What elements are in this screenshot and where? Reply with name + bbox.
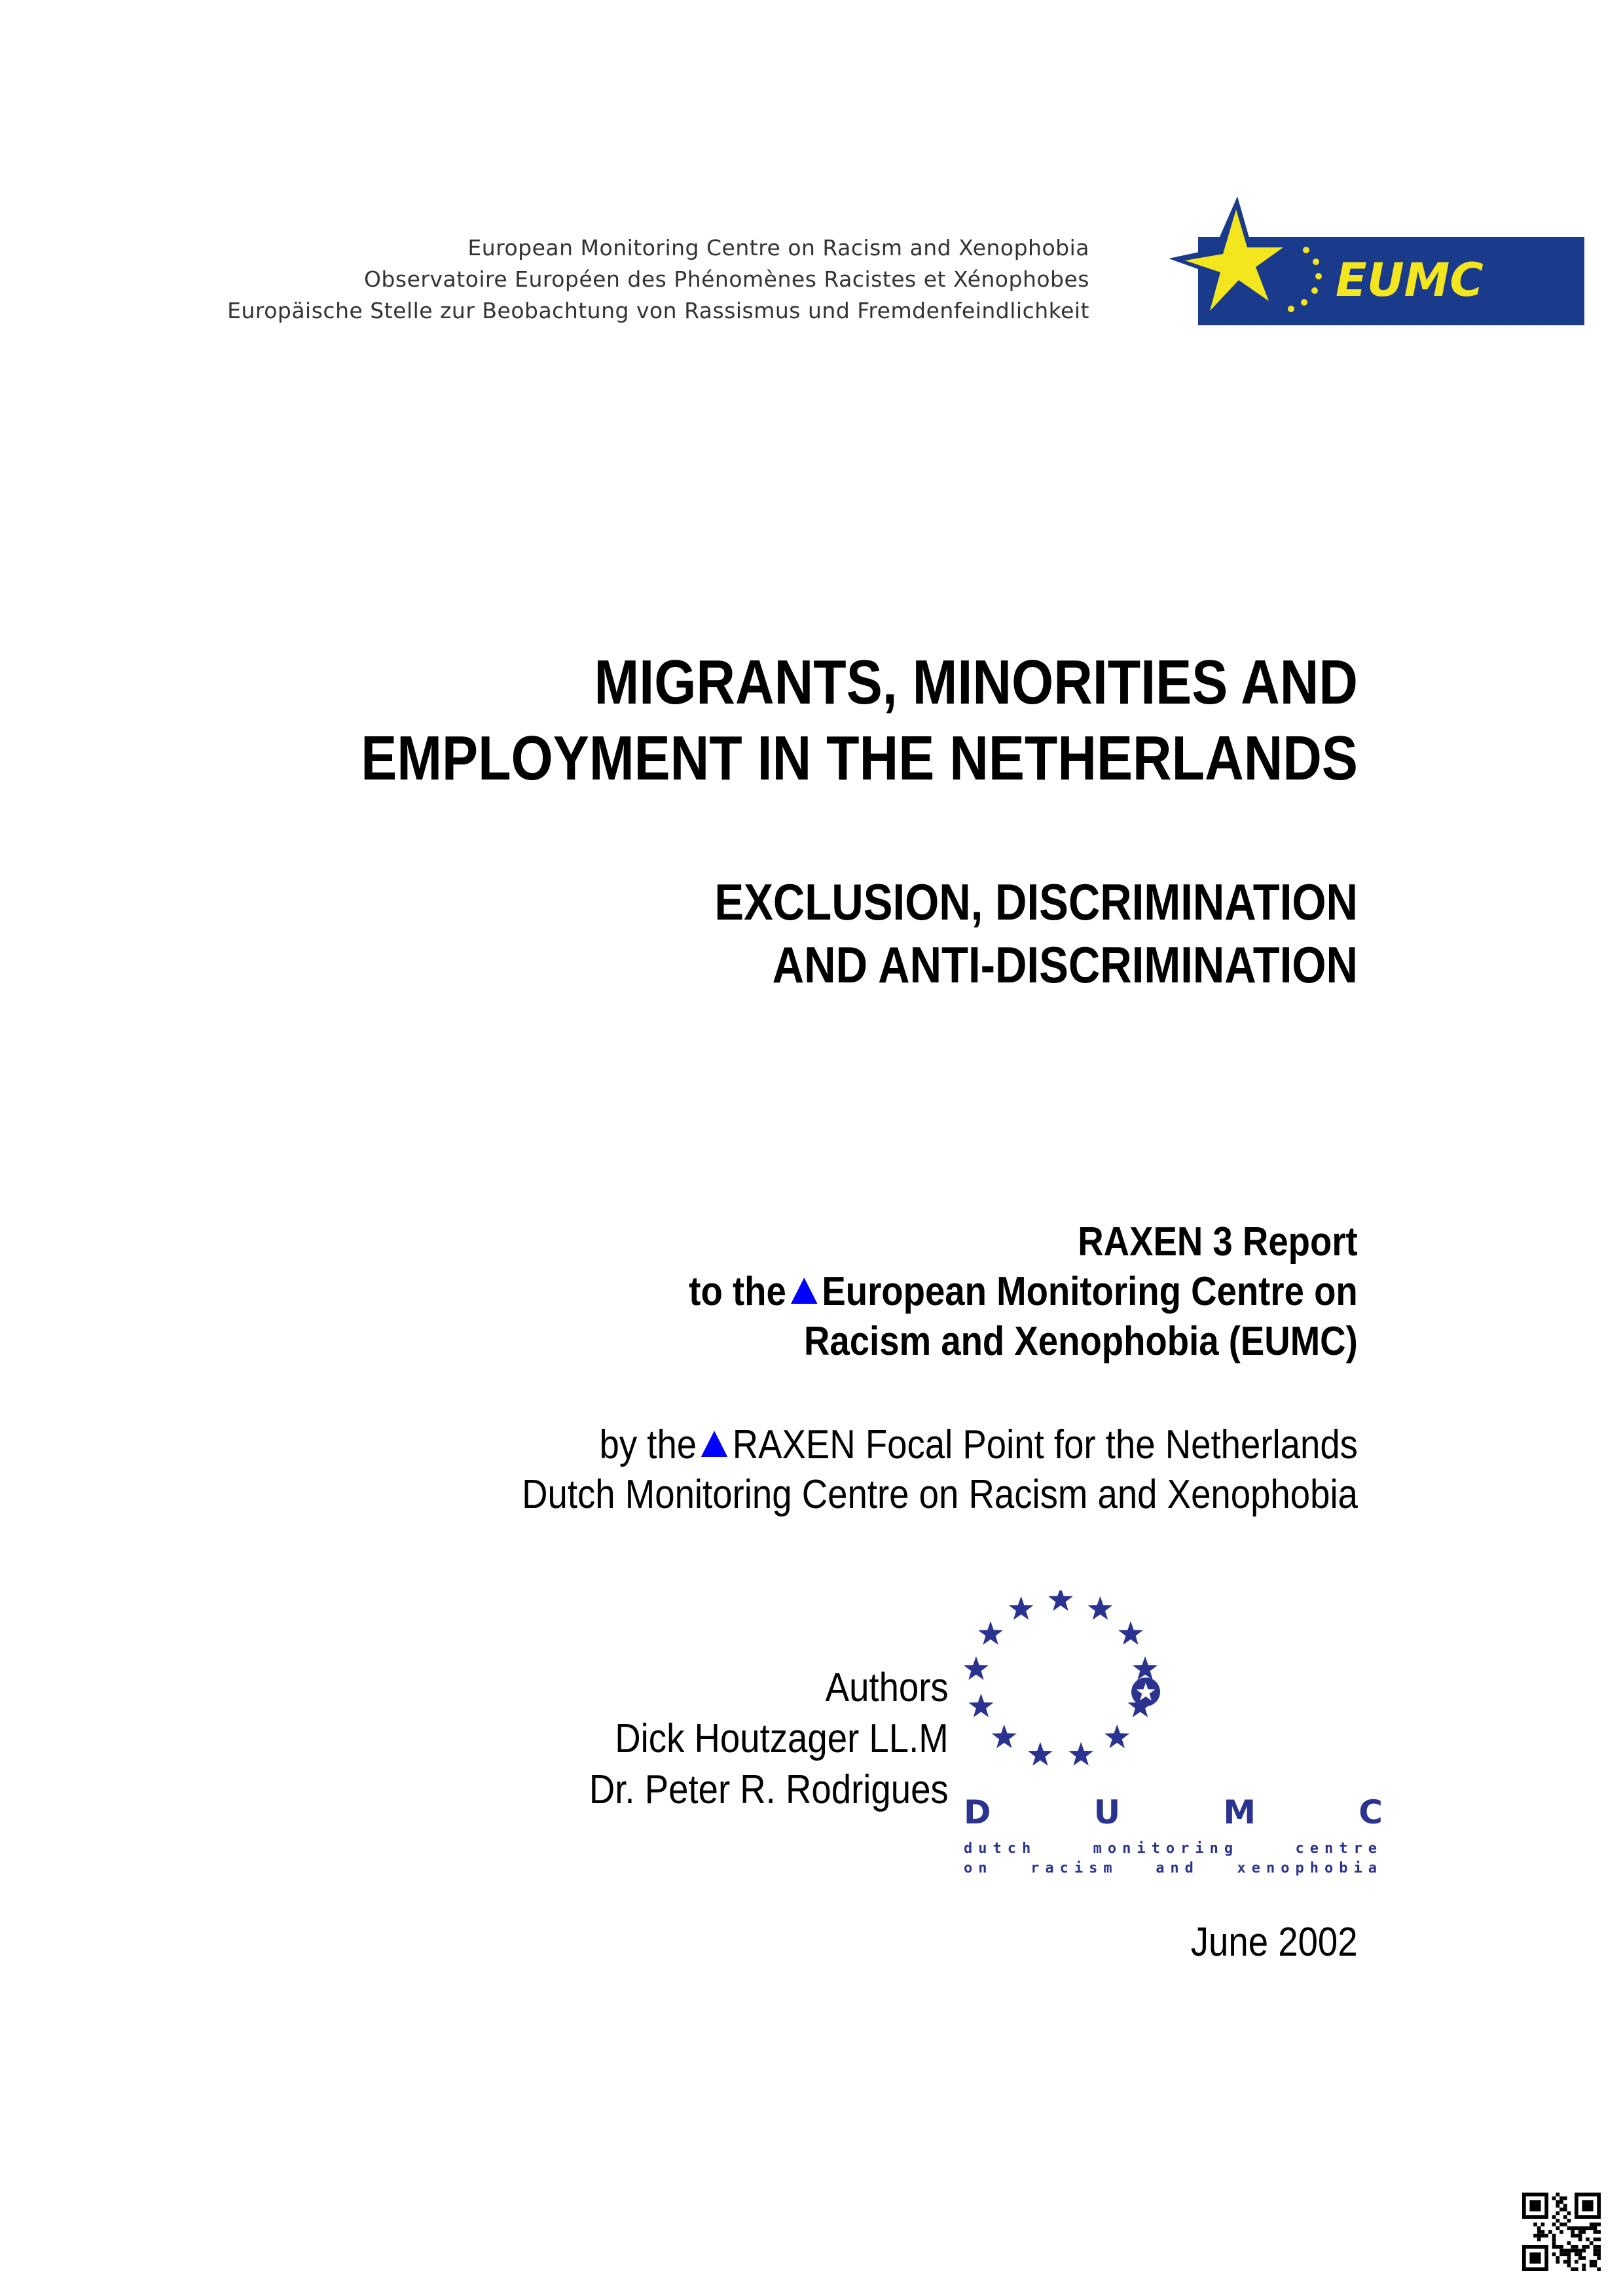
dumc-logo-stars-icon <box>962 1590 1381 1878</box>
qr-module <box>1594 2230 1597 2234</box>
report-info <box>689 1217 1358 1367</box>
title-line-1: MIGRANTS, MINORITIES AND <box>594 647 1358 717</box>
qr-module <box>1529 2252 1541 2263</box>
qr-module <box>1575 2226 1578 2230</box>
qr-module <box>1556 2193 1559 2197</box>
dumc-letter: U <box>1093 1793 1121 1831</box>
qr-module <box>1563 2197 1567 2200</box>
qr-module <box>1552 2234 1556 2238</box>
qr-module <box>1594 2223 1597 2227</box>
qr-module <box>1559 2200 1563 2204</box>
dumc-subtitle-line-1: dutch monitoring centre <box>964 1840 1383 1857</box>
qr-module <box>1597 2249 1601 2253</box>
dumc-star-icon <box>1048 1590 1073 1611</box>
qr-module <box>1537 2226 1541 2230</box>
qr-module <box>1590 2226 1594 2230</box>
qr-module <box>1594 2238 1597 2242</box>
qr-module <box>1571 2234 1575 2238</box>
qr-module <box>1567 2252 1571 2256</box>
report-line-1: RAXEN 3 Report <box>1078 1219 1358 1265</box>
qr-module <box>1575 2252 1578 2256</box>
publication-date: June 2002 <box>1191 1920 1358 1965</box>
qr-module <box>1578 2234 1582 2238</box>
qr-module <box>1571 2267 1575 2271</box>
qr-module <box>1552 2252 1556 2256</box>
qr-module <box>1578 2256 1582 2260</box>
qr-module <box>1567 2241 1571 2245</box>
dumc-logo-subtitle <box>964 1839 1383 1878</box>
qr-module <box>1582 2226 1586 2230</box>
subtitle-line-2: AND ANTI-DISCRIMINATION <box>772 936 1358 994</box>
qr-module <box>1556 2204 1559 2208</box>
title-line-2: EMPLOYMENT IN THE NETHERLANDS <box>361 723 1358 793</box>
qr-module <box>1578 2230 1582 2234</box>
qr-module <box>1537 2230 1541 2234</box>
dumc-letter: D <box>964 1793 991 1831</box>
dumc-subtitle-line-2: on racism and xenophobia <box>964 1860 1383 1876</box>
qr-module <box>1559 2230 1563 2234</box>
qr-module <box>1559 2252 1563 2256</box>
qr-module <box>1575 2260 1578 2264</box>
dumc-star-icon <box>1028 1742 1053 1766</box>
report-line-2-suffix: European Monitoring Centre on <box>822 1269 1358 1314</box>
subtitle-line-1: EXCLUSION, DISCRIMINATION <box>714 873 1358 931</box>
qr-module <box>1552 2197 1556 2200</box>
qr-module <box>1567 2264 1571 2268</box>
dumc-star-icon <box>968 1694 993 1717</box>
dumc-star-icon <box>964 1657 989 1680</box>
qr-module <box>1552 2215 1556 2219</box>
by-line-1 <box>522 1420 1358 1470</box>
dumc-star-icon <box>1087 1596 1112 1620</box>
qr-module <box>1563 2252 1567 2256</box>
qr-module <box>1567 2249 1571 2253</box>
qr-module <box>1590 2260 1594 2264</box>
qr-module <box>1586 2245 1590 2249</box>
qr-module <box>1552 2241 1556 2245</box>
dumc-letter: M <box>1223 1793 1256 1831</box>
eumc-logo <box>1152 196 1584 327</box>
dumc-logo-letters <box>964 1793 1383 1831</box>
report-line-3: Racism and Xenophobia (EUMC) <box>804 1319 1358 1364</box>
qr-module <box>1571 2245 1575 2249</box>
qr-module <box>1529 2200 1541 2211</box>
qr-module <box>1597 2230 1601 2234</box>
qr-module <box>1563 2208 1567 2212</box>
dumc-star-icon <box>1133 1657 1158 1680</box>
qr-module <box>1559 2249 1563 2253</box>
qr-module <box>1563 2215 1567 2219</box>
agency-name-fr: Observatoire Européen des Phénomènes Racistes et Xénophobes <box>363 266 1089 292</box>
triangle-icon <box>791 1278 817 1304</box>
qr-module <box>1556 2219 1559 2223</box>
qr-module <box>1552 2245 1556 2249</box>
qr-module <box>1594 2249 1597 2253</box>
qr-module <box>1552 2223 1556 2227</box>
qr-module <box>1586 2238 1590 2242</box>
qr-module <box>1556 2226 1559 2230</box>
qr-module <box>1559 2208 1563 2212</box>
qr-module <box>1582 2245 1586 2249</box>
page-title <box>344 645 1358 797</box>
qr-module <box>1582 2200 1593 2211</box>
qr-module <box>1567 2226 1571 2230</box>
qr-module <box>1575 2249 1578 2253</box>
qr-module <box>1597 2245 1601 2249</box>
qr-module <box>1594 2226 1597 2230</box>
by-line <box>522 1420 1358 1520</box>
qr-module <box>1533 2223 1537 2227</box>
qr-module <box>1590 2264 1594 2268</box>
authors-block <box>589 1662 949 1816</box>
dumc-star-icon <box>1009 1596 1034 1620</box>
qr-module <box>1597 2223 1601 2227</box>
qr-module <box>1567 2219 1571 2223</box>
qr-module <box>1582 2264 1586 2268</box>
qr-module <box>1578 2252 1582 2256</box>
qr-module <box>1594 2245 1597 2249</box>
qr-module <box>1556 2245 1559 2249</box>
qr-module <box>1571 2230 1575 2234</box>
report-line-2-prefix: to the <box>689 1269 787 1314</box>
qr-module <box>1541 2223 1545 2227</box>
page-subtitle <box>513 870 1358 996</box>
dumc-star-icon <box>1068 1742 1093 1766</box>
qr-module <box>1556 2212 1559 2215</box>
qr-module <box>1537 2234 1541 2238</box>
agency-name-de: Europäische Stelle zur Beobachtung von Rassismus und Fremdenfeindlichkeit <box>227 298 1089 323</box>
qr-module <box>1541 2230 1545 2234</box>
agency-names <box>227 232 1089 327</box>
qr-module <box>1594 2264 1597 2268</box>
qr-module <box>1597 2267 1601 2271</box>
qr-module <box>1552 2238 1556 2242</box>
qr-module <box>1582 2267 1586 2271</box>
qr-module <box>1597 2238 1601 2242</box>
dumc-letter: C <box>1359 1793 1383 1831</box>
qr-module <box>1575 2267 1578 2271</box>
qr-module <box>1578 2249 1582 2253</box>
author-name: Dr. Peter R. Rodrigues <box>589 1767 949 1812</box>
by-line-1-prefix: by the <box>599 1422 697 1467</box>
qr-module <box>1567 2212 1571 2215</box>
qr-module <box>1571 2249 1575 2253</box>
dumc-star-icon <box>992 1725 1017 1748</box>
report-line-2 <box>689 1267 1358 1317</box>
qr-module <box>1563 2204 1567 2208</box>
qr-module <box>1563 2260 1567 2264</box>
qr-module <box>1559 2245 1563 2249</box>
by-line-2: Dutch Monitoring Centre on Racism and Xenophobia <box>522 1472 1358 1517</box>
qr-module <box>1578 2226 1582 2230</box>
qr-module <box>1575 2234 1578 2238</box>
qr-module <box>1575 2245 1578 2249</box>
qr-module <box>1537 2238 1541 2242</box>
qr-module <box>1586 2226 1590 2230</box>
qr-module <box>1563 2223 1567 2227</box>
dumc-star-icon <box>978 1621 1003 1645</box>
agency-name-en: European Monitoring Centre on Racism and Xenophobia <box>467 235 1089 260</box>
qr-module <box>1541 2234 1545 2238</box>
qr-module <box>1582 2230 1586 2234</box>
qr-code-icon <box>1522 2193 1601 2271</box>
authors-heading: Authors <box>825 1665 949 1710</box>
qr-module <box>1590 2223 1594 2227</box>
dumc-star-icon <box>1104 1725 1129 1748</box>
qr-module <box>1590 2241 1594 2245</box>
qr-module <box>1563 2249 1567 2253</box>
qr-module <box>1533 2234 1537 2238</box>
qr-module <box>1559 2197 1563 2200</box>
qr-module <box>1559 2223 1563 2227</box>
qr-module <box>1548 2230 1552 2234</box>
qr-module <box>1556 2200 1559 2204</box>
eumc-logo-text: EUMC <box>1336 253 1484 307</box>
qr-module <box>1544 2234 1548 2238</box>
qr-module <box>1594 2252 1597 2256</box>
qr-module <box>1582 2256 1586 2260</box>
dumc-star-icon <box>1118 1621 1143 1645</box>
qr-module <box>1556 2260 1559 2264</box>
qr-module <box>1597 2252 1601 2256</box>
qr-module <box>1578 2238 1582 2242</box>
by-line-1-suffix: RAXEN Focal Point for the Netherlands <box>732 1422 1358 1467</box>
triangle-icon <box>701 1431 727 1457</box>
qr-module <box>1582 2249 1586 2253</box>
qr-module <box>1597 2256 1601 2260</box>
qr-module <box>1567 2256 1571 2260</box>
qr-module <box>1567 2260 1571 2264</box>
qr-module <box>1594 2260 1597 2264</box>
qr-module <box>1571 2226 1575 2230</box>
qr-module <box>1556 2256 1559 2260</box>
author-name: Dick Houtzager LL.M <box>615 1716 949 1761</box>
